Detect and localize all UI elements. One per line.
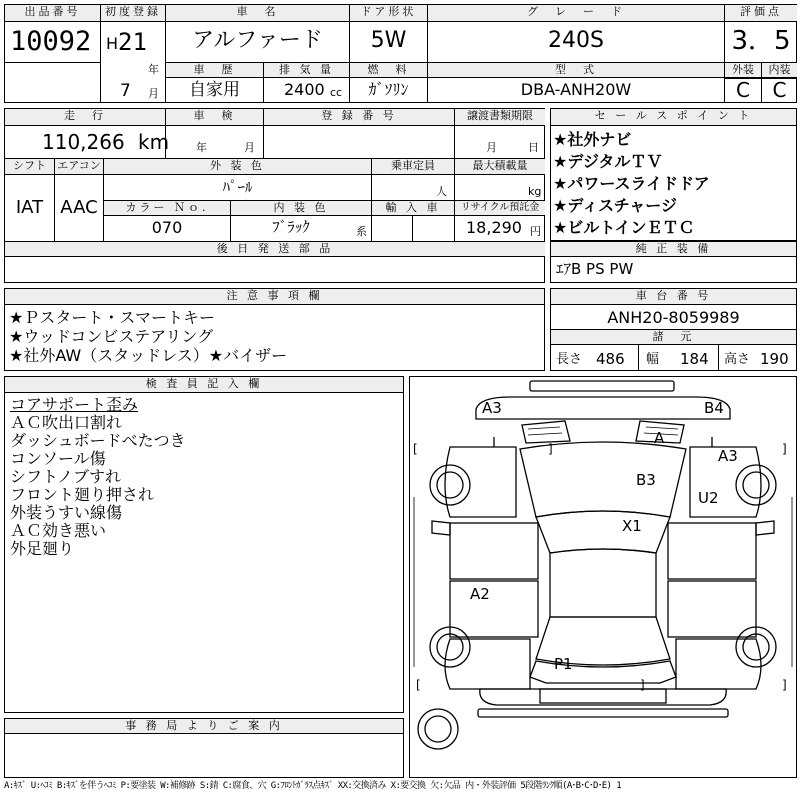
inspector-line: ダッシュボードべたつき bbox=[10, 431, 186, 450]
ext-grade: C bbox=[736, 78, 750, 102]
reg-month: 7 bbox=[120, 81, 131, 101]
inspector-line: コアサポート歪み bbox=[10, 395, 139, 414]
transfer-month-unit: 月 bbox=[486, 141, 497, 154]
color-number: 070 bbox=[151, 218, 183, 237]
bracket-left: [ bbox=[416, 678, 421, 692]
bracket-left: [ bbox=[413, 442, 418, 456]
bracket-right: ] bbox=[640, 678, 645, 692]
notes-list bbox=[9, 309, 287, 366]
disp-label: 排 気 量 bbox=[264, 63, 349, 78]
recycle-fee: 18,290 bbox=[466, 218, 522, 237]
disp-unit: cc bbox=[330, 86, 343, 99]
grade-label: グ レ ー ド bbox=[428, 5, 724, 22]
fuel: ｶﾞｿﾘﾝ bbox=[368, 80, 409, 99]
name-label: 車 名 bbox=[166, 5, 349, 22]
bracket-right: ] bbox=[782, 678, 787, 692]
damage-mark: X1 bbox=[622, 517, 642, 535]
int-label: 内装 bbox=[762, 63, 797, 78]
inspector-label: 検 査 員 記 入 欄 bbox=[5, 377, 403, 393]
load-label: 最大積載量 bbox=[455, 159, 545, 175]
later-parts-label: 後 日 発 送 部 品 bbox=[5, 242, 545, 257]
recycle-label: リサイクル預託金 bbox=[455, 201, 545, 216]
shift: IAT bbox=[15, 197, 44, 218]
damage-mark: B4 bbox=[704, 399, 724, 417]
insp-month-unit: 月 bbox=[244, 141, 255, 154]
int-grade: C bbox=[772, 78, 787, 102]
car-name: アルファード bbox=[192, 28, 323, 53]
door-label: ドア形状 bbox=[350, 5, 427, 22]
damage-mark: A bbox=[654, 429, 665, 447]
ac: AAC bbox=[60, 197, 98, 218]
bracket-right: ] bbox=[548, 442, 553, 456]
displacement: 2400 bbox=[284, 80, 325, 99]
height: 190 bbox=[760, 350, 789, 368]
month-unit: 月 bbox=[148, 87, 159, 100]
damage-mark: A3 bbox=[482, 399, 502, 417]
history: 自家用 bbox=[189, 80, 240, 100]
history-label: 車 歴 bbox=[166, 63, 263, 78]
color-label: 外 装 色 bbox=[104, 159, 371, 175]
recycle-unit: 円 bbox=[530, 225, 541, 238]
sales-point-list bbox=[553, 131, 710, 241]
inspector-line: フロント廻り押され bbox=[10, 485, 155, 504]
ac-label: エアコン bbox=[55, 159, 103, 175]
colorno-label: カラー Ｎｏ. bbox=[104, 201, 230, 216]
length-label: 長さ bbox=[556, 352, 583, 367]
note-line: ★Ｐスタート・スマートキー bbox=[9, 308, 216, 327]
era: H bbox=[106, 34, 119, 53]
reg-year: 21 bbox=[118, 28, 147, 56]
sales-point-item: ★ディスチャージ bbox=[553, 196, 677, 215]
score-label: 評価点 bbox=[725, 5, 797, 22]
chassis-number: ANH20-8059989 bbox=[607, 308, 740, 327]
inspector-line: ＡＣ吹出口割れ bbox=[10, 413, 123, 432]
door-type: 5W bbox=[370, 28, 407, 53]
year-unit: 年 bbox=[148, 63, 159, 76]
width-label: 幅 bbox=[646, 352, 660, 367]
note-line: ★社外AW（スタッドレス）★バイザー bbox=[9, 346, 288, 365]
fuel-label: 燃 料 bbox=[350, 63, 427, 78]
damage-mark: A2 bbox=[470, 585, 490, 603]
model-code: DBA-ANH20W bbox=[520, 80, 632, 99]
equipment-value: ｴｱB PS PW bbox=[556, 260, 634, 278]
transfer-day-unit: 日 bbox=[528, 141, 539, 154]
sales-point-label: セ ー ル ス ポ イ ン ト bbox=[551, 109, 796, 126]
import-label: 輸 入 車 bbox=[372, 201, 454, 216]
dims-label: 諸 元 bbox=[551, 330, 796, 345]
inspection-label: 車 検 bbox=[166, 109, 263, 126]
transfer-label: 譲渡書類期限 bbox=[455, 109, 545, 126]
sales-point-item: ★パワースライドドア bbox=[553, 174, 710, 193]
car-outline bbox=[410, 377, 796, 777]
reg-label: 登 録 番 号 bbox=[264, 109, 454, 126]
mileage-unit: km bbox=[138, 130, 170, 154]
width: 184 bbox=[680, 350, 709, 368]
equipment-label: 純 正 装 備 bbox=[551, 242, 796, 257]
height-label: 高さ bbox=[724, 352, 751, 367]
damage-mark: A3 bbox=[718, 447, 738, 465]
legend: A:ｷｽﾞ U:ﾍｺﾐ B:ｷｽﾞを伴うﾍｺﾐ P:要塗装 W:補修跡 S:錆 C:腐食、穴 G:ﾌﾛﾝﾄｶﾞﾗｽ点ｷｽﾞ XX:交換済み X:要交換 欠:欠品 内・外装評価 5段階ﾗﾝｸ順(A･B･C･D･E) 1 bbox=[4, 781, 622, 791]
sales-point-item: ★社外ナビ bbox=[553, 130, 632, 149]
capacity-label: 乗車定員 bbox=[372, 159, 454, 175]
notes-label: 注 意 事 項 欄 bbox=[5, 289, 544, 305]
interior-label: 内 装 色 bbox=[231, 201, 371, 216]
damage-diagram bbox=[409, 376, 797, 778]
sales-point-item: ★ビルトインＥＴＣ bbox=[553, 218, 695, 237]
damage-mark: U2 bbox=[698, 489, 719, 507]
length: 486 bbox=[596, 350, 625, 368]
mileage-label: 走 行 bbox=[5, 109, 165, 126]
chassis-label: 車 台 番 号 bbox=[551, 289, 796, 305]
insp-year-unit: 年 bbox=[196, 141, 207, 154]
sales-point-item: ★デジタルＴＶ bbox=[553, 152, 663, 171]
model-label: 型 式 bbox=[428, 63, 724, 78]
inspector-line: 外装うすい線傷 bbox=[10, 503, 123, 522]
inspector-line: 外足廻り bbox=[10, 539, 75, 558]
bracket-right: ] bbox=[782, 442, 787, 456]
interior-color: ﾌﾞﾗｯｸ bbox=[272, 218, 310, 236]
first-reg-label: 初度登録 bbox=[101, 5, 165, 22]
lot-label: 出品番号 bbox=[5, 5, 100, 22]
lot-number: 10092 bbox=[10, 26, 92, 57]
office-label: 事 務 局 よ り ご 案 内 bbox=[5, 719, 403, 734]
load-unit: kg bbox=[528, 185, 542, 198]
damage-mark: B3 bbox=[636, 471, 656, 489]
shift-label: シフト bbox=[5, 159, 54, 175]
inspector-line: ＡＣ効き悪い bbox=[10, 521, 107, 540]
damage-mark: P1 bbox=[554, 655, 573, 673]
capacity-unit: 人 bbox=[436, 185, 447, 198]
color: ﾊﾟｰﾙ bbox=[222, 178, 253, 196]
score: 3．5 bbox=[731, 26, 791, 56]
grade: 240S bbox=[548, 28, 604, 53]
inspector-line: コンソール傷 bbox=[10, 449, 106, 468]
inspector-list bbox=[10, 396, 186, 558]
ext-label: 外装 bbox=[725, 63, 761, 78]
note-line: ★ウッドコンビステアリング bbox=[9, 327, 214, 346]
mileage: 110,266 bbox=[42, 130, 125, 154]
interior-unit: 系 bbox=[356, 225, 367, 238]
inspector-line: シフトノブすれ bbox=[10, 467, 122, 486]
